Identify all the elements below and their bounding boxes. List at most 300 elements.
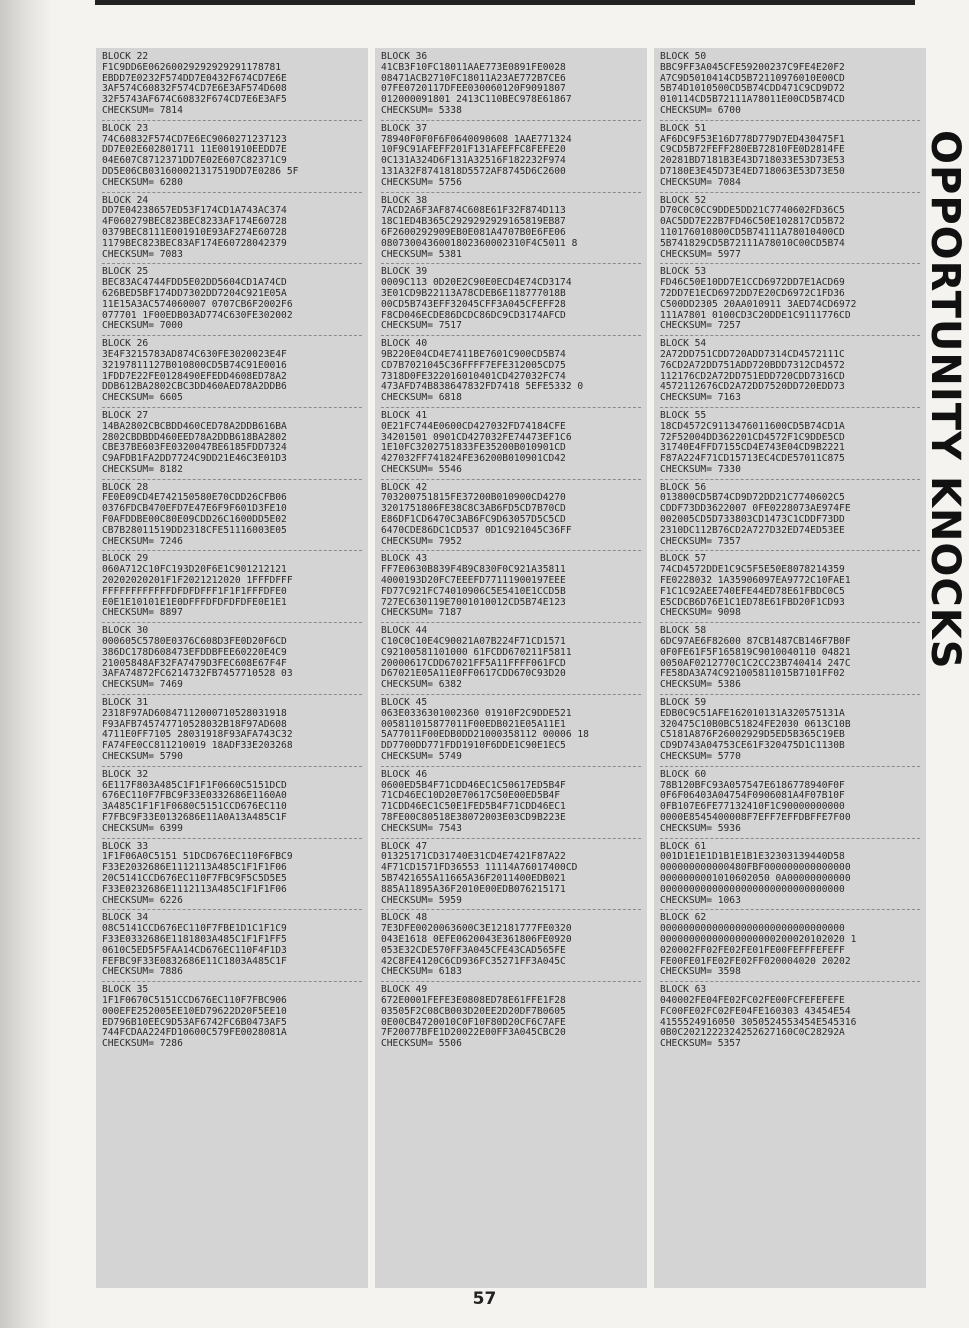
block-title: BLOCK 53 <box>660 266 707 278</box>
block-checksum: CHECKSUM= 7246 <box>102 535 183 547</box>
hex-line: 626BED5BF174DD7302DD7204C921E05A <box>102 287 287 299</box>
block-checksum: CHECKSUM= 5936 <box>660 822 741 834</box>
hex-line: F8CD046ECDE86DCDC86DC9CD3174AFCD <box>381 309 566 321</box>
hex-line: C92100581101000 61FCDD670211F5811 <box>381 646 572 658</box>
block-title: BLOCK 47 <box>381 840 428 852</box>
block-title: BLOCK 27 <box>102 409 149 421</box>
code-block <box>102 192 362 261</box>
block-checksum: CHECKSUM= 6183 <box>381 966 462 978</box>
block-title: BLOCK 45 <box>381 697 428 709</box>
block-title: BLOCK 38 <box>381 194 428 206</box>
hex-line: 4000193D20FC7EEEFD77111900197EEE <box>381 575 566 587</box>
block-checksum: CHECKSUM= 5381 <box>381 248 462 260</box>
block-checksum: CHECKSUM= 5338 <box>381 104 462 116</box>
hex-line: 6470CDE86DC1CD537 0D1C921045C36FF <box>381 524 572 536</box>
code-block <box>660 52 920 117</box>
block-checksum: CHECKSUM= 6700 <box>660 104 741 116</box>
block-checksum: CHECKSUM= 7886 <box>102 966 183 978</box>
listing-column-3 <box>654 48 926 1288</box>
block-checksum: CHECKSUM= 7084 <box>660 176 741 188</box>
hex-line: 11E15A3AC574060007 0707CB6F2002F6 <box>102 298 293 310</box>
code-block <box>660 550 920 619</box>
block-checksum: CHECKSUM= 5756 <box>381 176 462 188</box>
block-title: BLOCK 63 <box>660 984 707 996</box>
block-checksum: CHECKSUM= 7187 <box>381 607 462 619</box>
hex-line: 10F9C91AFEFF201F131AFEFFC8FEFE20 <box>381 144 566 156</box>
block-title: BLOCK 62 <box>660 912 707 924</box>
code-block <box>381 263 641 332</box>
block-checksum: CHECKSUM= 5749 <box>381 751 462 763</box>
block-title: BLOCK 44 <box>381 625 428 637</box>
hex-line: 112176CD2A72DD751EDD720CDD7316CD <box>660 370 845 382</box>
hex-line: 5A77011F00EDB0DD21000358112 00006 18 <box>381 729 589 741</box>
hex-line: 32197811127B010800CD5B74C91E0016 <box>102 359 287 371</box>
block-title: BLOCK 34 <box>102 912 149 924</box>
hex-line: 1F1F0670C5151CCD676EC110F7FBC906 <box>102 994 287 1006</box>
code-block <box>102 909 362 978</box>
block-title: BLOCK 41 <box>381 409 428 421</box>
hex-line: DD7700DD771FDD1910F6DDE1C90E1EC5 <box>381 740 566 752</box>
block-checksum: CHECKSUM= 7083 <box>102 248 183 260</box>
hex-line: 00000000000000000000000000000000 <box>660 883 845 895</box>
block-checksum: CHECKSUM= 9098 <box>660 607 741 619</box>
hex-line: F33E0232686E1112113A485C1F1F1F06 <box>102 883 287 895</box>
block-title: BLOCK 48 <box>381 912 428 924</box>
code-block <box>660 694 920 763</box>
hex-line: 6F2600292909EB0E081A4707B0E6FE06 <box>381 226 566 238</box>
hex-line: CBE37BE603FE0320047BE6185FDD7324 <box>102 442 287 454</box>
hex-line: E0E1E10101E1E0DFFFDFDFDFDFE0E1E1 <box>102 596 287 608</box>
hex-line: 5B7421655A11665A36F2011400EDB021 <box>381 872 566 884</box>
hex-line: EBDD7E0232F574DD7E0432F674CD7E6E <box>102 72 287 84</box>
hex-line: 3A485C1F1F1F0680C5151CCD676EC110 <box>102 801 287 813</box>
code-block <box>660 120 920 189</box>
block-checksum: CHECKSUM= 6399 <box>102 822 183 834</box>
hex-line: 0AC5DD7E22B7FD46C50E102817CD5B72 <box>660 216 845 228</box>
hex-line: FE00FE01FE02FE02FF020004020 20202 <box>660 955 851 967</box>
block-checksum: CHECKSUM= 7357 <box>660 535 741 547</box>
hex-line: 386DC178D608473EFDDBFEE60220E4C9 <box>102 646 287 658</box>
hex-line: 0C131A324D6F131A32516F182232F974 <box>381 155 566 167</box>
hex-line: 000EFE252005EE10ED79622D20F5EE10 <box>102 1005 287 1017</box>
block-title: BLOCK 43 <box>381 553 428 565</box>
code-block <box>102 766 362 835</box>
side-title-text: OPPORTUNITY KNOCKS <box>922 130 968 670</box>
hex-line: FD77C921FC74010906C5E5410E1CCD5B <box>381 585 566 597</box>
hex-line: F1C1C92AEE740EFE44ED78E61FBDC0C5 <box>660 585 845 597</box>
hex-line: 2A72DD751CDD720ADD7314CD4572111C <box>660 348 845 360</box>
block-checksum: CHECKSUM= 8182 <box>102 463 183 475</box>
hex-line: 0F0FE61F5F165819C9010040110 04821 <box>660 646 851 658</box>
code-block <box>381 550 641 619</box>
hex-line: 063E0336301002360 01910F2C9DDE521 <box>381 707 572 719</box>
block-title: BLOCK 52 <box>660 194 707 206</box>
hex-line: A7C9D5010414CD5B72110976010E00CD <box>660 72 845 84</box>
hex-line: F33E2032686E1112113A485C1F1F1F06 <box>102 862 287 874</box>
block-title: BLOCK 26 <box>102 338 149 350</box>
code-block <box>102 335 362 404</box>
hex-line: 703200751815FE37200B010900CD4270 <box>381 492 566 504</box>
block-checksum: CHECKSUM= 7814 <box>102 104 183 116</box>
code-block <box>381 120 641 189</box>
hex-line: 34201501 0901CD427032FE74473EF1C6 <box>381 431 572 443</box>
block-checksum: CHECKSUM= 5546 <box>381 463 462 475</box>
hex-line: CB7B28011519DD2318CFE51116003E05 <box>102 524 287 536</box>
hex-line: 31740E4FFD7155CD4E743E04CD9B2221 <box>660 442 845 454</box>
hex-line: 20202020201F1F2021212020 1FFFDFFF <box>102 575 293 587</box>
hex-line: 7E3DFE0020063600C3E12181777FE0320 <box>381 923 572 935</box>
hex-line: 71CD46EC10D20E70617C50E00ED5B4F <box>381 790 561 802</box>
code-block <box>381 909 641 978</box>
hex-line: FEFBC9F33E0832686E11C1803A485C1F <box>102 955 287 967</box>
hex-line: 005811015877011F00EDB021E05A11E1 <box>381 718 566 730</box>
code-block <box>102 52 362 117</box>
hex-line: D67021E05A11E0FF0617CDD670C93D20 <box>381 668 566 680</box>
hex-line: 18CD4572C9113476011600CD5B74CD1A <box>660 420 845 432</box>
listing-column-1 <box>96 48 368 1288</box>
hex-line: 7318D0FE322016010401CD427032FC74 <box>381 370 566 382</box>
hex-line: FE0E09CD4E742150580E70CDD26CFB06 <box>102 492 287 504</box>
hex-line: 010114CD5B72111A78011E00CD5B74CD <box>660 94 845 106</box>
code-block <box>102 694 362 763</box>
hex-line: E5CDCB6D76E1C1ED78E61FBD20F1CD93 <box>660 596 845 608</box>
hex-line: 5B741829CD5B72111A78010C00CD5B74 <box>660 237 845 249</box>
page-binding-shadow <box>0 0 52 1328</box>
block-checksum: CHECKSUM= 5959 <box>381 894 462 906</box>
hex-line: 20000617CDD67021FF5A11FFFF061FCD <box>381 657 566 669</box>
block-title: BLOCK 42 <box>381 481 428 493</box>
hex-line: C10C0C10E4C90021A07B224F71CD1571 <box>381 636 566 648</box>
block-title: BLOCK 32 <box>102 768 149 780</box>
block-title: BLOCK 49 <box>381 984 428 996</box>
code-block <box>381 52 641 117</box>
hex-line: F7FBC9F33E0132686E11A0A13A485C1F <box>102 812 287 823</box>
hex-line: 0E00CB4720010C0F10F80D20CF6C7AFE <box>381 1016 566 1028</box>
block-checksum: CHECKSUM= 7543 <box>381 822 462 834</box>
hex-line: 0376FDCB470EFD7E47E6F9F601D3FE10 <box>102 503 287 515</box>
block-title: BLOCK 28 <box>102 481 149 493</box>
block-checksum: CHECKSUM= 7257 <box>660 320 741 332</box>
hex-line: DD7E04238657ED53F174CD1A743AC374 <box>102 205 287 217</box>
hex-line: 0009C113 0D20E2C90E0ECD4E74CD3174 <box>381 277 572 289</box>
code-block <box>381 622 641 691</box>
hex-line: 4572112676CD2A72DD7520DD720EDD73 <box>660 381 845 393</box>
block-title: BLOCK 39 <box>381 266 428 278</box>
block-checksum: CHECKSUM= 5977 <box>660 248 741 260</box>
hex-line: 110176010800CD5B74111A78010400CD <box>660 226 845 238</box>
block-title: BLOCK 50 <box>660 51 707 62</box>
hex-line: 78940F0F0F6F0640090608 1AAE771324 <box>381 133 572 145</box>
code-block <box>660 981 920 1050</box>
hex-line: 013800CD5B74CD9D72DD21C7740602C5 <box>660 492 845 504</box>
hex-line: 427032FF741824FE36200B010901CD42 <box>381 453 566 465</box>
block-checksum: CHECKSUM= 3598 <box>660 966 741 978</box>
hex-line: 7ACD2A6F3AF874C608E61F32F874D113 <box>381 205 566 217</box>
hex-line: D7180E3E45D73E4ED718063E53D73E50 <box>660 165 845 177</box>
block-checksum: CHECKSUM= 6280 <box>102 176 183 188</box>
side-title <box>922 60 968 740</box>
code-block <box>102 981 362 1050</box>
code-block <box>660 192 920 261</box>
hex-line: FC00FE02FC02FE04FE160303 43454E54 <box>660 1005 851 1017</box>
hex-line: FD46C50E10DD7E1CCD6972DD7E1ACD69 <box>660 277 845 289</box>
hex-line: 2318F97AD60847112000710528031918 <box>102 707 287 719</box>
hex-line: 3201751806FE38C8C3AB6FD5CD7B70CD <box>381 503 566 515</box>
hex-line: 1F1F06A0C5151 51DCD676EC110F6FBC9 <box>102 851 293 863</box>
hex-line: CD9D743A04753CE61F320475D1C1130B <box>660 740 845 752</box>
hex-line: 9B220E04CD4E7411BE7601C900CD5B74 <box>381 348 566 360</box>
hex-line: 7F20077BFE1D20022E00FF3A045CBC20 <box>381 1027 566 1039</box>
code-block <box>381 838 641 907</box>
block-checksum: CHECKSUM= 7330 <box>660 463 741 475</box>
hex-line: 03505F2C08CB003D20EE2D20DF7B0605 <box>381 1005 566 1017</box>
top-rule <box>95 0 915 5</box>
hex-line: 1E10FC3202751833FE35200B010901CD <box>381 442 566 454</box>
block-checksum: CHECKSUM= 6605 <box>102 392 183 404</box>
hex-line: 053E32CDE570FF3A045CFE43CAD565FE <box>381 944 566 956</box>
block-checksum: CHECKSUM= 7286 <box>102 1038 183 1050</box>
code-block <box>381 407 641 476</box>
block-title: BLOCK 40 <box>381 338 428 350</box>
hex-line: DD5E06CB031600021317519DD7E0286 5F <box>102 165 299 177</box>
block-checksum: CHECKSUM= 1063 <box>660 894 741 906</box>
hex-line: C9AFDB1FA2DD7724C9DD21E46C3E01D3 <box>102 453 287 465</box>
block-title: BLOCK 24 <box>102 194 149 206</box>
hex-line: 1179BEC823BEC83AF174E60728042379 <box>102 237 287 249</box>
hex-line: AF6DC9F53E16D778D779D7ED430475F1 <box>660 133 845 145</box>
hex-line: 0600ED5B4F71CDD46EC1C50617ED5B4F <box>381 779 566 791</box>
hex-line: 111A7801 0100CD3C20DDE1C9111776CD <box>660 309 851 321</box>
hex-line: 4F71CD1571FD36553 11114A76017400CD <box>381 862 578 874</box>
hex-line: 0379BEC8111E001910E93AF274E60728 <box>102 226 287 238</box>
code-block <box>102 622 362 691</box>
hex-line: 4711E0FF7105 28031918F93AFA743C32 <box>102 729 293 741</box>
block-title: BLOCK 60 <box>660 768 707 780</box>
hex-line: 04E607C8712371DD7E02E607C82371C9 <box>102 155 287 167</box>
hex-line: 3E4F3215783AD874C630FE3020023E4F <box>102 348 287 360</box>
hex-line: 077701 1F00EDB03AD774C630FE302002 <box>102 309 293 321</box>
hex-line: 78B120BFC93A057547E6186778940F0F <box>660 779 845 791</box>
hex-line: 20281BD7181B3E43D718033E53D73E53 <box>660 155 845 167</box>
hex-line: 2310DC112B76CD2A727D32ED74ED53EE <box>660 524 845 536</box>
code-block <box>102 479 362 548</box>
block-checksum: CHECKSUM= 6382 <box>381 679 462 691</box>
hex-line: 4155524916050 3050524553454E545316 <box>660 1016 857 1028</box>
code-block <box>660 838 920 907</box>
hex-line: DDB612BA2802CBC3DD460AED78A2DDB6 <box>102 381 287 393</box>
hex-line: 060A712C10FC193D20F6E1C901212121 <box>102 564 287 576</box>
code-block <box>381 192 641 261</box>
hex-line: F33E0332686E1181803A485C1F1F1FF5 <box>102 933 287 945</box>
hex-line: 32F5743AF674C60832F674CD7E6E3AF5 <box>102 94 287 106</box>
hex-line: FFFFFFFFFFFFDFDFDFFF1F1F1FFFDFE0 <box>102 585 287 597</box>
hex-line: 0E21FC744E0600CD427032FD74184CFE <box>381 420 566 432</box>
hex-line: F93AFB745747710528032B18F97AD608 <box>102 718 287 730</box>
hex-line: 07FE0720117DFEE030060120F9091807 <box>381 83 566 95</box>
hex-line: 00000000000000000000000000000000 <box>660 923 845 935</box>
hex-line: 744FCDAA224FD10600C579FE0028081A <box>102 1027 287 1039</box>
hex-line: FF7E0630B839F4B9C830F0C921A35811 <box>381 564 566 576</box>
hex-line: 6DC97AE6F82600 87CB1487CB146F7B0F <box>660 636 851 648</box>
code-block <box>381 479 641 548</box>
block-title: BLOCK 51 <box>660 122 707 134</box>
hex-line: F0AFDDBE00C80E09CDD26C1600DD5E02 <box>102 514 287 526</box>
code-block <box>381 766 641 835</box>
hex-line: 76CD2A72DD751ADD720BDD7312CD4572 <box>660 359 845 371</box>
hex-line: 0FB107E6FE77132410F1C90000000000 <box>660 801 845 813</box>
block-checksum: CHECKSUM= 5357 <box>660 1038 741 1050</box>
code-block <box>660 766 920 835</box>
block-checksum: CHECKSUM= 5770 <box>660 751 741 763</box>
code-block <box>381 694 641 763</box>
hex-line: 320475C10B0BC51824FE2030 0613C10B <box>660 718 851 730</box>
listing-column-2 <box>375 48 647 1288</box>
hex-line: 18C1ED4B365C2929292929165819EB87 <box>381 216 566 228</box>
hex-line: 72DD7E1ECD6972DD7E20CD6972C1FD36 <box>660 287 845 299</box>
hex-line: 4F060279BEC823BEC8233AF174E60728 <box>102 216 287 228</box>
hex-line: CD7B7021045C36FFFF7EFE312005CD75 <box>381 359 566 371</box>
code-block <box>102 838 362 907</box>
hex-line: 01325171CD31740E31CD4E7421F87A22 <box>381 851 566 863</box>
hex-line: 74C60832F574CD7E6EC9060271237123 <box>102 133 287 145</box>
hex-line: 002005CD5D733803CD1473C1CDDF73DD <box>660 514 845 526</box>
code-block <box>660 263 920 332</box>
hex-line: FA74FE0CC811210019 18ADF33E203268 <box>102 740 293 752</box>
hex-line: 2802CBDBDD460EED78A2DDB618BA2802 <box>102 431 287 443</box>
block-title: BLOCK 46 <box>381 768 428 780</box>
hex-line: E86DF1CD6470C3AB6FC9D63057D5C5CD <box>381 514 566 526</box>
block-title: BLOCK 25 <box>102 266 149 278</box>
hex-line: 00000000000000000000200020102020 1 <box>660 933 857 945</box>
hex-line: F1C9DD6E06260029292929291178781 <box>102 61 282 73</box>
block-title: BLOCK 31 <box>102 697 149 709</box>
block-title: BLOCK 54 <box>660 338 707 350</box>
hex-line: 020002FF02FE02FE01FE00FEFFFEFEFF <box>660 944 845 956</box>
hex-line: 043E1618 0EFE0620043E361806FE0920 <box>381 933 572 945</box>
hex-line: CDDF73DD3622007 0FE0228073AE974FE <box>660 503 851 515</box>
hex-line: F87A224F71CD15713EC4CDE57011C875 <box>660 453 845 465</box>
code-block <box>660 335 920 404</box>
block-checksum: CHECKSUM= 7000 <box>102 320 183 332</box>
hex-line: 14BA2802CBCBDD460CED78A2DDB616BA <box>102 420 287 432</box>
hex-line: 42C8FE4120C6CD936FC35271FF3A045C <box>381 955 566 967</box>
block-checksum: CHECKSUM= 5506 <box>381 1038 462 1050</box>
block-checksum: CHECKSUM= 5386 <box>660 679 741 691</box>
block-title: BLOCK 61 <box>660 840 707 852</box>
code-block <box>660 909 920 978</box>
block-checksum: CHECKSUM= 5790 <box>102 751 183 763</box>
hex-line: 0807300436001802360002310F4C5011 8 <box>381 237 578 249</box>
hex-line: 08471ACB2710FC18011A23AE772B7CE6 <box>381 72 566 84</box>
hex-line: 41CB3F10FC18011AAE773E0891FE0028 <box>381 61 566 73</box>
block-title: BLOCK 29 <box>102 553 149 565</box>
hex-line: 727EC630119E7001010012CD5B74E123 <box>381 596 566 608</box>
block-title: BLOCK 58 <box>660 625 707 637</box>
block-title: BLOCK 59 <box>660 697 707 709</box>
hex-line: DD7E02E602801711 11E001910EEDD7E <box>102 144 287 156</box>
hex-line: 00CD5B743EFF32045CFF3A045CFEFF28 <box>381 298 566 310</box>
block-checksum: CHECKSUM= 7469 <box>102 679 183 691</box>
code-block <box>381 335 641 404</box>
hex-line: C500DD2305 20AA010911 3AED74CD6972 <box>660 298 857 310</box>
hex-line: 0B0C2021222324252627160C0C28292A <box>660 1027 845 1039</box>
hex-line: 885A11895A36F2010E00EDB076215171 <box>381 883 566 895</box>
page-number: 57 <box>472 1289 497 1309</box>
hex-line: 0F6F06403A04754F0906081A4F07B10F <box>660 790 845 802</box>
block-checksum: CHECKSUM= 8897 <box>102 607 183 619</box>
hex-line: ED796B10EEC9D53AF6742FC6B0473AF5 <box>102 1016 287 1028</box>
hex-line: 08C5141CCD676EC110F7FBE1D1C1F1C9 <box>102 923 287 935</box>
hex-line: 672E0001FEFE3E0808ED78E61FFE1F28 <box>381 994 566 1006</box>
code-block <box>102 120 362 189</box>
code-block <box>102 263 362 332</box>
hex-line: 3AFA74872FC6214732FB7457710528 03 <box>102 668 293 680</box>
code-block <box>660 407 920 476</box>
hex-line: 3E01CD9B22113A78CDEB6E118777018B <box>381 287 566 299</box>
code-block <box>102 550 362 619</box>
hex-line: 473AFD74B838647832FD7418 5EFE5332 0 <box>381 381 584 393</box>
hex-line: D70C0C0CC9DDE5DD21C7740602FD36C5 <box>660 205 845 217</box>
hex-line: EDB0C9C51AFE162010131A320575131A <box>660 707 845 719</box>
hex-line: 0000E8545400008F7EFF7EFFDBFFE7F00 <box>660 812 851 823</box>
block-checksum: CHECKSUM= 6818 <box>381 392 462 404</box>
hex-line: 001D1E1E1D1B1E1B1E32303139440D58 <box>660 851 845 863</box>
hex-line: 21005848AF32FA7479D3FEC608E67F4F <box>102 657 287 669</box>
hex-line: 0050AF0212770C1C2CC23B740414 247C <box>660 657 851 669</box>
hex-line: 74CD4572DDE1C9C5F5E50E8078214359 <box>660 564 845 576</box>
hex-line: 676EC110F7FBC9F33E0332686E1160A0 <box>102 790 287 802</box>
hex-line: 012000091801 2413C110BEC978E61867 <box>381 94 572 106</box>
block-checksum: CHECKSUM= 7517 <box>381 320 462 332</box>
hex-line: 131A32F8741818D5572AF8745D6C2600 <box>381 165 566 177</box>
hex-line: 1FDD7E22FE0128490EFEDD4608ED78A2 <box>102 370 287 382</box>
block-title: BLOCK 37 <box>381 122 428 134</box>
block-checksum: CHECKSUM= 7952 <box>381 535 462 547</box>
hex-line: 78FE00C80518E38072003E03CD9B223E <box>381 812 566 823</box>
hex-line: C9CD5B72FEFF280EB72810FE0D2814FE <box>660 144 845 156</box>
block-title: BLOCK 33 <box>102 840 149 852</box>
block-title: BLOCK 35 <box>102 984 149 996</box>
code-block <box>102 407 362 476</box>
hex-line: 040002FE04FE02FC02FE00FCFEFEFEFE <box>660 994 845 1006</box>
hex-line: 000605C5780E0376C608D3FE0D20F6CD <box>102 636 287 648</box>
hex-line: C5181A876F26002929D5ED5B365C19EB <box>660 729 845 741</box>
hex-line: 72F52004DD362201CD4572F1C9DDE5CD <box>660 431 845 443</box>
hex-line: BEC83AC4744FDD5E02DD5604CD1A74CD <box>102 277 287 289</box>
block-title: BLOCK 57 <box>660 553 707 565</box>
hex-line: 0000000001010602050 0A00000000000 <box>660 872 851 884</box>
code-block <box>660 479 920 548</box>
hex-line: FE0228032 1A35906097EA9772C10FAE1 <box>660 575 851 587</box>
hex-line: 000000000000480FBF000000000000000 <box>660 862 851 874</box>
block-title: BLOCK 30 <box>102 625 149 637</box>
block-title: BLOCK 23 <box>102 122 149 134</box>
hex-line: 5B74D1010500CD5B74CDD471C9CD9D72 <box>660 83 845 95</box>
hex-line: 71CDD46EC1C50E1FED5B4F71CDD46EC1 <box>381 801 566 813</box>
block-checksum: CHECKSUM= 6226 <box>102 894 183 906</box>
code-block <box>660 622 920 691</box>
hex-line: 20C5141CCD676EC110F7FBC9F5C5D5E5 <box>102 872 287 884</box>
hex-line: FE58DA3A74C921005811015B7101FF02 <box>660 668 845 680</box>
hex-line: 3AF574C60832F574CD7E6E3AF574D608 <box>102 83 287 95</box>
hex-line: 6E117F803A485C1F1F1F0660C5151DCD <box>102 779 287 791</box>
block-title: BLOCK 55 <box>660 409 707 421</box>
block-checksum: CHECKSUM= 7163 <box>660 392 741 404</box>
block-title: BLOCK 36 <box>381 51 428 62</box>
hex-line: BBC9FF3A045CFE59200237C9FE4E20F2 <box>660 61 845 73</box>
block-title: BLOCK 56 <box>660 481 707 493</box>
code-block <box>381 981 641 1050</box>
